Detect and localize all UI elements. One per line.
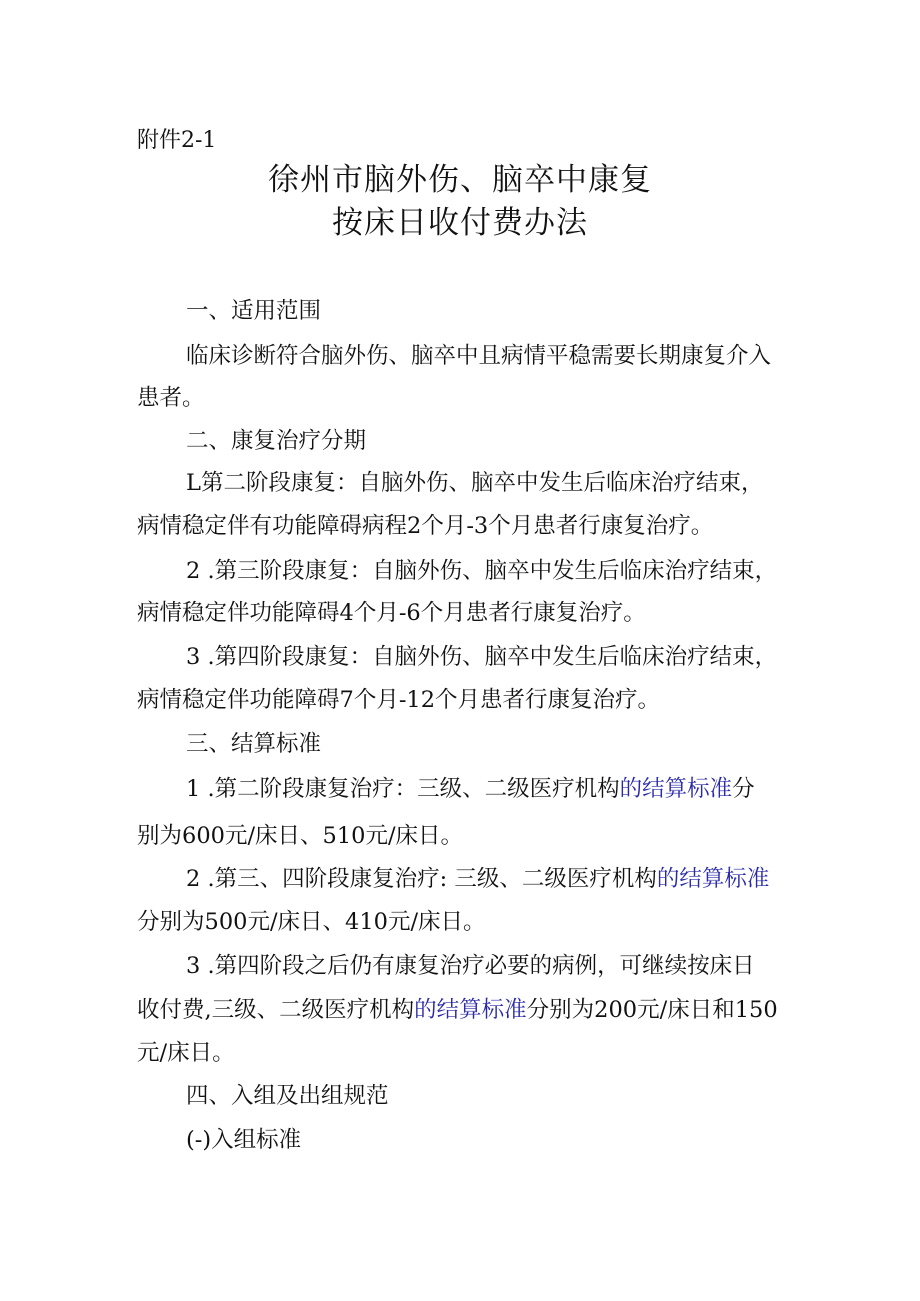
settlement-standard-link[interactable]: 的结算标准 [656, 866, 770, 892]
section-1-paragraph-line-2: 患者。 [137, 385, 205, 411]
document-title-line-2: 按床日收付费办法 [332, 205, 588, 241]
section-3-item-1-suffix: 分 [732, 776, 755, 802]
section-3-item-3-line-1: 3 .第四阶段之后仍有康复治疗必要的病例，可继续按床日 [186, 953, 755, 979]
settlement-standard-link[interactable]: 的结算标准 [414, 997, 527, 1023]
section-3-item-3-line-2 [137, 995, 778, 1025]
section-3-item-1-line-1 [186, 774, 755, 804]
section-2-item-2-line-2: 病情稳定伴功能障碍4个月-6个月患者行康复治疗。 [137, 600, 646, 626]
section-2-item-1-line-1: L第二阶段康复：自脑外伤、脑卒中发生后临床治疗结束， [186, 470, 764, 496]
section-2-item-3-line-1: 3 .第四阶段康复：自脑外伤、脑卒中发生后临床治疗结束， [186, 644, 778, 670]
section-3-heading: 三、结算标准 [186, 731, 322, 757]
section-3-item-1-line-2: 别为600元/床日、510元/床日。 [137, 823, 464, 849]
section-3-item-3-suffix: 分别为200元/床日和150 [526, 997, 778, 1023]
section-3-item-3-line-3: 元/床日。 [137, 1040, 235, 1066]
section-4-heading: 四、入组及出组规范 [186, 1083, 389, 1109]
section-3-item-2-line-1 [186, 864, 769, 894]
section-3-item-2-line-2: 分别为500元/床日、410元/床日。 [137, 909, 486, 935]
section-2-item-1-line-2: 病情稳定伴有功能障碍病程2个月-3个月患者行康复治疗。 [137, 513, 714, 539]
section-2-item-3-line-2: 病情稳定伴功能障碍7个月-12个月患者行康复治疗。 [137, 687, 661, 713]
section-1-heading: 一、适用范围 [186, 298, 322, 324]
attachment-label: 附件2-1 [137, 128, 217, 153]
settlement-standard-link[interactable]: 的结算标准 [619, 776, 733, 802]
section-1-paragraph-line-1: 临床诊断符合脑外伤、脑卒中且病情平稳需要长期康复介入 [186, 343, 772, 369]
section-3-item-1-text: 1 .第二阶段康复治疗：三级、二级医疗机构 [186, 776, 620, 802]
section-2-heading: 二、康复治疗分期 [186, 428, 367, 454]
document-title-line-1: 徐州市脑外伤、脑卒中康复 [268, 162, 652, 198]
section-3-item-2-text: 2 .第三、四阶段康复治疗: 三级、二级医疗机构 [186, 866, 657, 892]
section-4-subheading-1: (-)入组标准 [186, 1127, 302, 1153]
section-3-item-3-text: 收付费,三级、二级医疗机构 [137, 997, 415, 1023]
section-2-item-2-line-1: 2 .第三阶段康复：自脑外伤、脑卒中发生后临床治疗结束， [186, 558, 778, 584]
